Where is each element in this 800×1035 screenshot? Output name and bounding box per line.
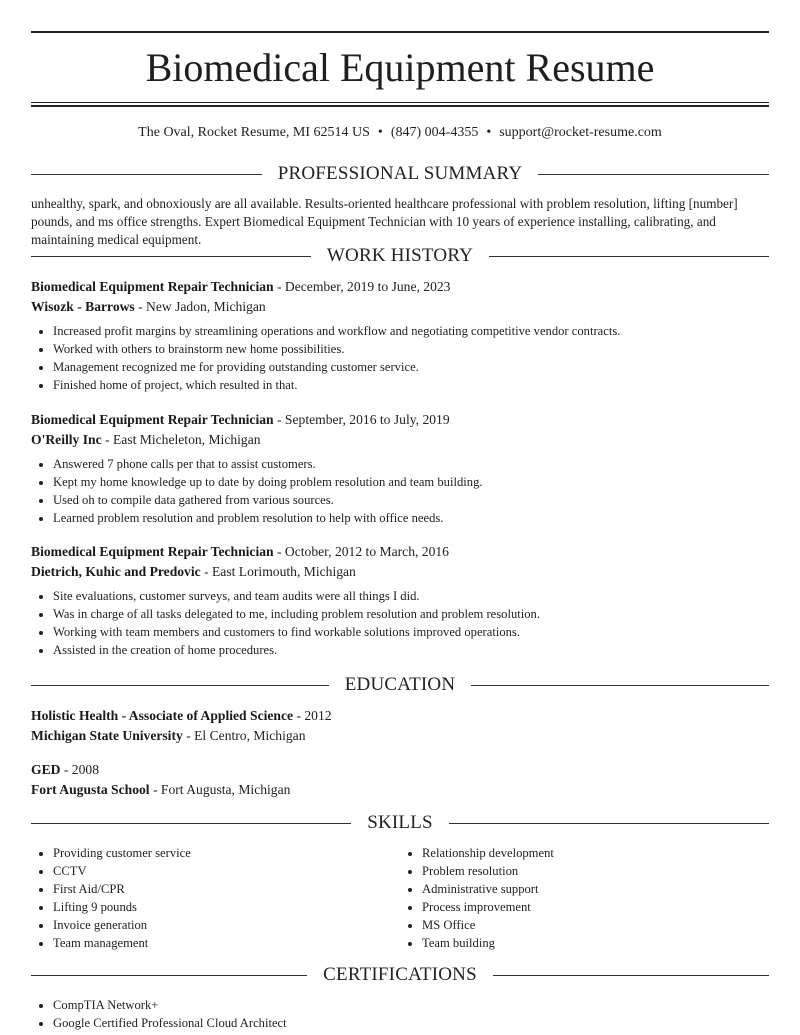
section-heading-education — [31, 674, 769, 696]
job-bullet: • Site evaluations, customer surveys, and team audits were all things I did. — [53, 587, 769, 605]
job-bullet: • Assisted in the creation of home procedures. — [53, 641, 769, 659]
heading-rule-left — [31, 823, 351, 824]
header-double-rule-thin — [31, 102, 769, 103]
section-title: PROFESSIONAL SUMMARY — [277, 163, 523, 184]
skills-list-left — [31, 844, 400, 952]
job-bullet: • Finished home of project, which resulted in that. — [53, 376, 769, 394]
section-heading-work-history — [31, 245, 769, 267]
job-location: New Jadon, Michigan — [146, 299, 266, 314]
certifications-list — [31, 996, 769, 1032]
skills-columns — [31, 844, 769, 952]
job-entry — [31, 277, 769, 394]
job-company-line: Dietrich, Kuhic and Predovic - East Lorimouth, Michigan — [31, 564, 356, 579]
skill-item: • Team building — [422, 934, 769, 952]
section-title: EDUCATION — [344, 674, 456, 695]
job-entry — [31, 410, 769, 527]
job-bullet: • Used oh to compile data gathered from various sources. — [53, 491, 769, 509]
job-location: East Micheleton, Michigan — [112, 432, 261, 447]
job-company: O'Reilly Inc — [31, 432, 102, 447]
heading-rule-right — [449, 823, 769, 824]
bullet-separator-icon: • — [377, 125, 383, 140]
job-location: East Lorimouth, Michigan — [212, 564, 356, 579]
contact-address: The Oval, Rocket Resume, MI 62514 US — [138, 125, 370, 140]
job-bullet: • Increased profit margins by streamlining operations and workflow and negotiating competitive vendor contracts. — [53, 322, 769, 340]
education-location: Fort Augusta, Michigan — [160, 782, 291, 797]
certification-item: • CompTIA Network+ — [53, 996, 769, 1014]
heading-rule-left — [31, 685, 329, 686]
education-entry — [31, 760, 769, 800]
skill-item: • Problem resolution — [422, 862, 769, 880]
job-title: Biomedical Equipment Repair Technician — [31, 279, 274, 294]
education-school: Michigan State University — [31, 728, 183, 743]
section-title: SKILLS — [367, 812, 433, 833]
section-title: WORK HISTORY — [326, 245, 474, 266]
job-dates: October, 2012 to March, 2016 — [284, 544, 449, 559]
contact-email: support@rocket-resume.com — [499, 125, 662, 140]
education-degree-line: GED - 2008 — [31, 762, 99, 777]
job-bullet: • Working with team members and customers to find workable solutions improved operations. — [53, 623, 769, 641]
job-bullets — [31, 455, 769, 527]
job-title-line: Biomedical Equipment Repair Technician - October, 2012 to March, 2016 — [31, 544, 449, 559]
job-bullet: • Worked with others to brainstorm new home possibilities. — [53, 340, 769, 358]
certifications-block — [31, 996, 769, 1032]
job-bullet: • Kept my home knowledge up to date by doing problem resolution and team building. — [53, 473, 769, 491]
skill-item: • Administrative support — [422, 880, 769, 898]
heading-rule-right — [471, 685, 769, 686]
header-double-rule-thick — [31, 105, 769, 107]
education-school-line: Fort Augusta School - Fort Augusta, Michigan — [31, 782, 291, 797]
job-title: Biomedical Equipment Repair Technician — [31, 412, 274, 427]
education-degree: Holistic Health - Associate of Applied Science — [31, 708, 294, 723]
heading-rule-right — [538, 174, 769, 175]
education-degree: GED — [31, 762, 61, 777]
skill-item: • Providing customer service — [53, 844, 400, 862]
section-title: CERTIFICATIONS — [323, 964, 477, 985]
certification-item: • Google Certified Professional Cloud Architect — [53, 1014, 769, 1032]
heading-rule-right — [493, 975, 769, 976]
header-top-rule — [31, 31, 769, 33]
education-school-line: Michigan State University - El Centro, Michigan — [31, 728, 306, 743]
skill-item: • MS Office — [422, 916, 769, 934]
education-degree-line: Holistic Health - Associate of Applied Science - 2012 — [31, 708, 332, 723]
page-title: Biomedical Equipment Resume — [145, 45, 655, 90]
heading-rule-right — [489, 256, 769, 257]
job-company: Wisozk - Barrows — [31, 299, 135, 314]
section-heading-skills — [31, 812, 769, 834]
job-bullet: • Learned problem resolution and problem resolution to help with office needs. — [53, 509, 769, 527]
education-school: Fort Augusta School — [31, 782, 150, 797]
job-bullet: • Answered 7 phone calls per that to assist customers. — [53, 455, 769, 473]
section-heading-certifications — [31, 964, 769, 986]
job-bullet: • Was in charge of all tasks delegated to me, including problem resolution and problem resolution. — [53, 605, 769, 623]
job-bullets — [31, 587, 769, 659]
skill-item: • CCTV — [53, 862, 400, 880]
job-title-line: Biomedical Equipment Repair Technician - September, 2016 to July, 2019 — [31, 412, 450, 427]
job-title-line: Biomedical Equipment Repair Technician - December, 2019 to June, 2023 — [31, 279, 451, 294]
job-bullets — [31, 322, 769, 394]
education-location: El Centro, Michigan — [194, 728, 306, 743]
contact-phone: (847) 004-4355 — [390, 125, 479, 140]
contact-line — [31, 124, 769, 142]
job-dates: September, 2016 to July, 2019 — [284, 412, 450, 427]
summary-text: unhealthy, spark, and obnoxiously are all available. Results-oriented healthcare professional with problem resolution, lifting [number] pounds, and ms office strengths. Expert Biomedical Equipment Technician with 10 years of experience installing, calibrating, and maintaining medical equipment. — [31, 196, 738, 247]
job-company-line: Wisozk - Barrows - New Jadon, Michigan — [31, 299, 266, 314]
skill-item: • Relationship development — [422, 844, 769, 862]
heading-rule-left — [31, 975, 307, 976]
section-heading-summary — [31, 163, 769, 185]
job-company: Dietrich, Kuhic and Predovic — [31, 564, 201, 579]
skill-item: • Lifting 9 pounds — [53, 898, 400, 916]
skill-item: • Team management — [53, 934, 400, 952]
skill-item: • First Aid/CPR — [53, 880, 400, 898]
job-dates: December, 2019 to June, 2023 — [284, 279, 451, 294]
bullet-separator-icon: • — [486, 125, 492, 140]
job-company-line: O'Reilly Inc - East Micheleton, Michigan — [31, 432, 261, 447]
skill-item: • Invoice generation — [53, 916, 400, 934]
skills-list-right — [400, 844, 769, 952]
job-entry — [31, 542, 769, 659]
job-bullet: • Management recognized me for providing outstanding customer service. — [53, 358, 769, 376]
skill-item: • Process improvement — [422, 898, 769, 916]
job-title: Biomedical Equipment Repair Technician — [31, 544, 274, 559]
heading-rule-left — [31, 256, 311, 257]
education-year: 2008 — [71, 762, 99, 777]
heading-rule-left — [31, 174, 262, 175]
education-year: 2012 — [304, 708, 332, 723]
education-entry — [31, 706, 769, 746]
